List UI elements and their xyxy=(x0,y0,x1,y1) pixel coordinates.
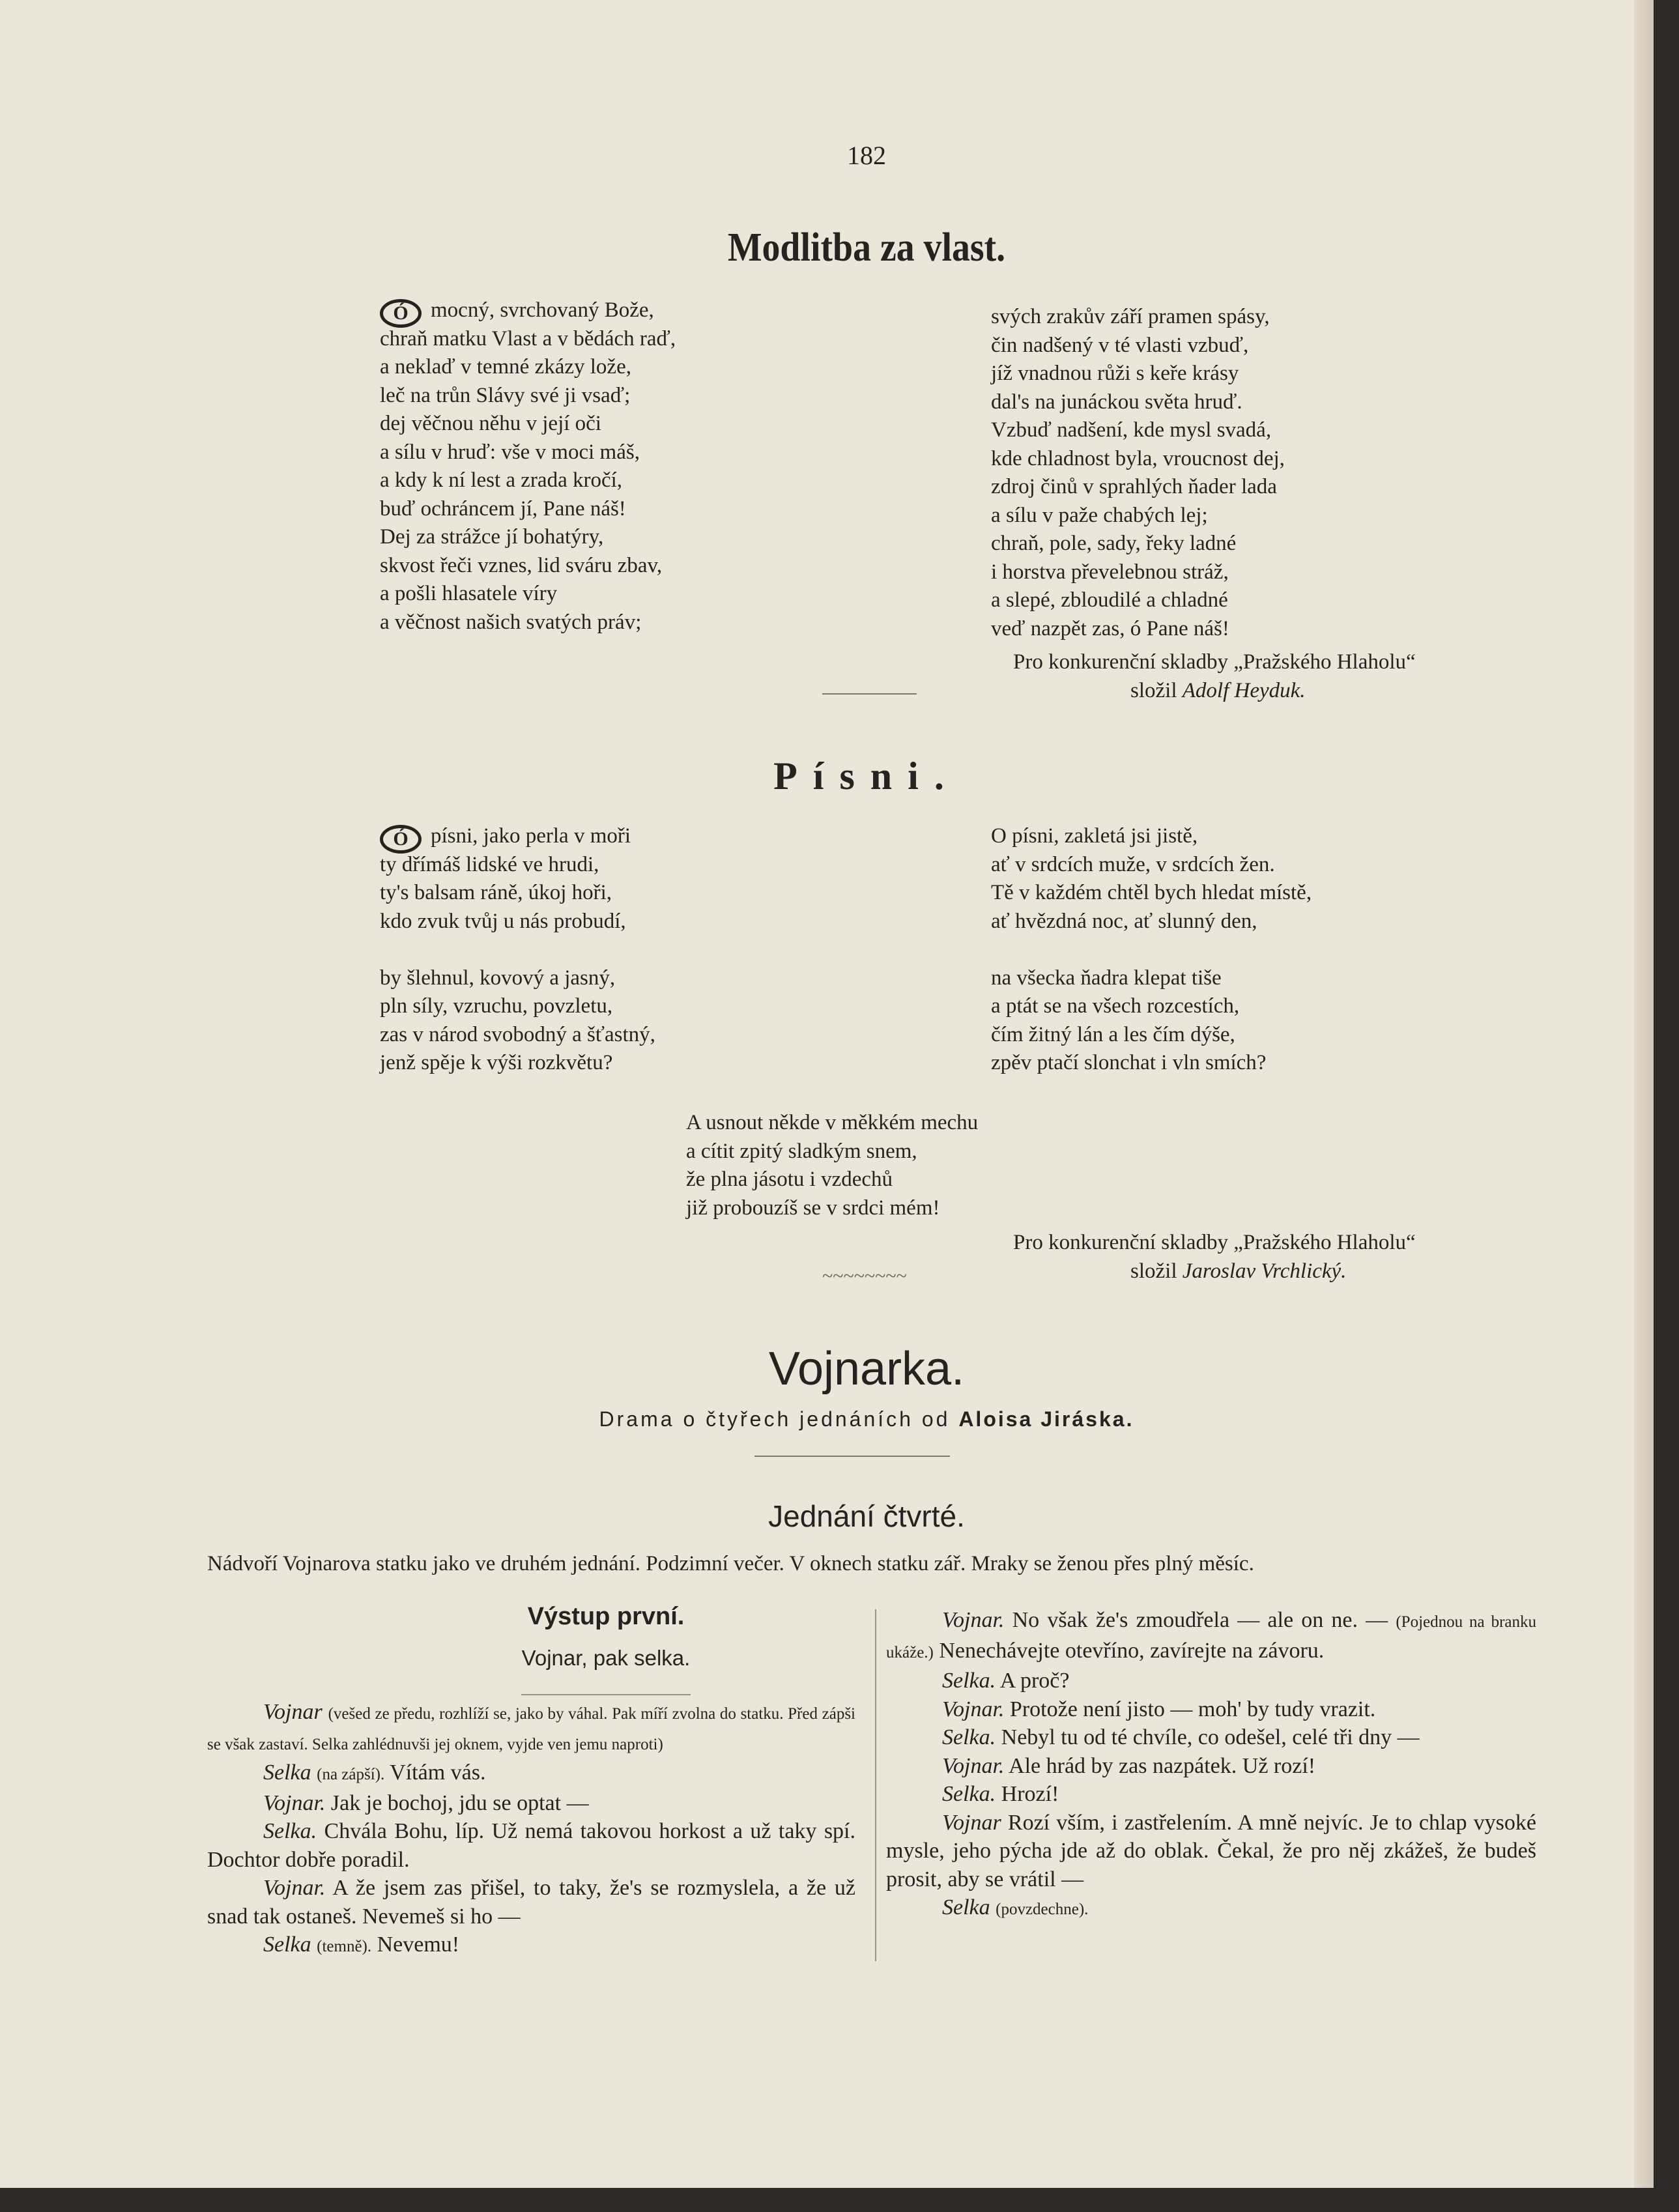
poem-line-text: a neklaď v temné zkázy lože, xyxy=(380,355,631,379)
speaker-name: Selka. xyxy=(942,1782,996,1806)
poem-line-text: a věčnost našich svatých práv; xyxy=(380,610,642,634)
dialogue-paragraph xyxy=(207,1789,855,1818)
speaker-name: Vojnar. xyxy=(942,1608,1005,1632)
dialogue-paragraph xyxy=(207,1817,855,1874)
dialogue-paragraph xyxy=(886,1606,1536,1667)
poem-line xyxy=(380,552,676,581)
poem-line xyxy=(991,1021,1312,1050)
poem-line-text: Tě v každém chtěl bych hledat místě, xyxy=(991,881,1312,904)
poem-line xyxy=(380,908,655,936)
poem-line xyxy=(380,1049,655,1078)
poem-line-text: a ptát se na všech rozcestích, xyxy=(991,994,1240,1018)
dialogue-paragraph xyxy=(886,1695,1536,1724)
stage-direction: (vešed ze předu, rozhlíží se, jako by váhal. Pak míří zvolna do statku. Před zápši se však zastaví. Selka zahlédnuvši jej oknem, vyjde ven jemu naproti) xyxy=(207,1705,856,1753)
speaker-name: Vojnar xyxy=(263,1700,323,1724)
stage-direction: (na zápší). xyxy=(317,1766,385,1783)
stanza-gap xyxy=(991,936,1312,964)
speaker-name: Vojnar. xyxy=(263,1876,326,1900)
poem-line xyxy=(991,964,1312,993)
poem-line-text: buď ochráncem jí, Pane náš! xyxy=(380,496,626,521)
poem1-divider xyxy=(822,693,917,695)
poem-line xyxy=(380,992,655,1021)
dialogue-text: A proč? xyxy=(999,1669,1070,1693)
poem-line-text: na všecka ňadra klepat tiše xyxy=(991,966,1222,990)
poem-line xyxy=(380,851,655,880)
poem-line-text: veď nazpět zas, ó Pane náš! xyxy=(991,616,1229,640)
poem-line xyxy=(991,615,1285,644)
stage-setting: Nádvoří Vojnarova statku jako ve druhém jednání. Podzimní večer. V oknech statku zář. Mraky se ženou přes plný měsíc. xyxy=(207,1552,1254,1575)
poem-line xyxy=(380,353,676,382)
poem-line-text: Vzbuď nadšení, kde mysl svadá, xyxy=(991,418,1272,442)
poem-line xyxy=(991,992,1312,1021)
dialogue-paragraph xyxy=(207,1759,855,1789)
poem-line xyxy=(991,303,1285,332)
poem1-credit xyxy=(1013,648,1416,705)
poem-line-text: by šlehnul, kovový a jasný, xyxy=(380,966,616,990)
poem-line-text: mocný, svrchovaný Bože, xyxy=(431,298,654,322)
poem-line-text: zpěv ptačí slonchat i vln smích? xyxy=(991,1051,1267,1074)
poem-line-text: ať hvězdná noc, ať slunný den, xyxy=(991,909,1257,933)
poem-line-text: čin nadšený v té vlasti vzbuď, xyxy=(991,333,1249,357)
dialogue-text: Chvála Bohu, líp. Už nemá takovou horkost a už taky spí. Dochtor dobře poradil. xyxy=(207,1819,855,1872)
poem-line xyxy=(991,851,1312,880)
scene-divider xyxy=(521,1694,691,1695)
dialogue-text: Vítám vás. xyxy=(390,1760,486,1785)
page-edge xyxy=(1634,0,1654,2188)
dialogue-text: Protože není jisto — moh' by tudy vrazit. xyxy=(1009,1697,1376,1721)
scene-heading: Výstup první. xyxy=(527,1603,685,1630)
poem1-credit-author: Adolf Heyduk. xyxy=(1182,678,1306,702)
poem-line xyxy=(380,822,655,851)
poem-line xyxy=(991,558,1285,587)
poem-line-text: chraň matku Vlast a v bědách raď, xyxy=(380,326,676,351)
poem-line xyxy=(991,473,1285,502)
poem-line-text: písni, jako perla v moři xyxy=(431,824,631,848)
poem-line-text: ať v srdcích muže, v srdcích žen. xyxy=(991,852,1275,876)
poem-line xyxy=(686,1166,978,1194)
poem-line-text: chraň, pole, sady, řeky ladné xyxy=(991,532,1237,555)
poem1-credit-prefix: složil xyxy=(1130,678,1177,702)
speaker-name: Selka. xyxy=(263,1819,317,1843)
speaker-name: Selka. xyxy=(942,1725,996,1749)
poem2-left-column xyxy=(380,822,655,1078)
poem1-right-column xyxy=(991,303,1285,643)
scene-cast: Vojnar, pak selka. xyxy=(521,1646,691,1670)
poem-line xyxy=(380,1021,655,1050)
poem1-left-column xyxy=(380,296,676,637)
poem-line-text: jenž spěje k výši rozkvětu? xyxy=(380,1051,613,1074)
poem-line xyxy=(991,416,1285,445)
dialogue-paragraph xyxy=(886,1893,1536,1924)
poem2-right-column xyxy=(991,822,1312,1078)
poem-line-text: jíž vnadnou růži s keře krásy xyxy=(991,362,1239,385)
poem-line-text: že plna jásotu i vzdechů xyxy=(686,1168,893,1191)
dialogue-text: Ale hrád by zas nazpátek. Už rozí! xyxy=(1009,1753,1316,1778)
poem-line xyxy=(991,530,1285,558)
poem-line xyxy=(991,586,1285,615)
poem2-center-stanza xyxy=(686,1109,978,1222)
poem-line xyxy=(686,1138,978,1166)
poem-line-text: O písni, zakletá jsi jistě, xyxy=(991,824,1198,848)
page-number: 182 xyxy=(847,141,886,170)
poem-line-text: čím žitný lán a les čím dýše, xyxy=(991,1022,1235,1046)
poem-line-text: a sílu v paže chabých lej; xyxy=(991,503,1208,527)
speaker-name: Selka xyxy=(942,1895,990,1919)
poem-line xyxy=(380,495,676,524)
dialogue-paragraph xyxy=(886,1780,1536,1809)
poem-line-text: a kdy k ní lest a zrada kročí, xyxy=(380,468,623,492)
drama-title: Vojnarka. xyxy=(768,1343,965,1395)
poem1-title: Modlitba za vlast. xyxy=(727,225,1006,270)
poem2-ornament: ~~~~~~~~ xyxy=(822,1265,907,1287)
poem-line-text: zdroj činů v sprahlých ňader lada xyxy=(991,475,1277,498)
poem2-credit xyxy=(1013,1229,1416,1286)
poem-line xyxy=(686,1109,978,1138)
poem-line xyxy=(380,879,655,908)
poem2-title: Písni. xyxy=(773,754,960,797)
poem-line-text: a sílu v hruď: vše v moci máš, xyxy=(380,440,640,464)
speaker-name: Vojnar. xyxy=(263,1790,326,1815)
poem-line-text: A usnout někde v měkkém mechu xyxy=(686,1111,979,1134)
dialogue-paragraph xyxy=(886,1809,1536,1894)
poem-line xyxy=(380,523,676,552)
dialogue-paragraph xyxy=(886,1723,1536,1752)
poem1-credit-line: Pro konkurenční skladby „Pražského Hlaholu“ xyxy=(1013,650,1416,674)
dialogue-text: Rozí vším, i zastřelením. A mně nejvíc. Je to chlap vysoké mysle, jeho pýcha jde až do oblak. Čekal, že pro něj zkážeš, že budeš prosit, aby se vrátil — xyxy=(886,1810,1536,1891)
poem-line xyxy=(380,325,676,354)
poem-line-text: dej věčnou něhu v její oči xyxy=(380,412,601,435)
speaker-name: Vojnar. xyxy=(942,1753,1005,1778)
dialogue-text: Nevemu! xyxy=(377,1932,460,1957)
stanza-gap xyxy=(380,936,655,964)
dialogue-paragraph xyxy=(886,1752,1536,1781)
poem-line xyxy=(991,445,1285,474)
poem-line xyxy=(380,410,676,438)
dropcap-initial: Ó xyxy=(380,825,422,854)
dialogue-text: Nebyl tu od té chvíle, co odešel, celé tři dny — xyxy=(1001,1725,1420,1749)
poem-line xyxy=(991,360,1285,388)
speaker-name: Vojnar. xyxy=(942,1697,1005,1721)
poem-line xyxy=(991,908,1312,936)
poem-line-text: a pošli hlasatele víry xyxy=(380,582,558,605)
poem-line-text: kdo zvuk tvůj u nás probudí, xyxy=(380,909,626,933)
poem-line-text: zas v národ svobodný a šťastný, xyxy=(380,1022,655,1046)
poem-line xyxy=(380,609,676,637)
dialogue-text: Jak je bochoj, jdu se optat — xyxy=(330,1790,589,1815)
poem-line xyxy=(380,382,676,410)
speaker-name: Selka. xyxy=(942,1669,996,1693)
poem-line-text: kde chladnost byla, vroucnost dej, xyxy=(991,446,1285,470)
poem2-credit-author: Jaroslav Vrchlický. xyxy=(1182,1259,1347,1283)
poem2-credit-line: Pro konkurenční skladby „Pražského Hlaholu“ xyxy=(1013,1231,1416,1254)
act-heading: Jednání čtvrté. xyxy=(768,1499,965,1533)
poem-line xyxy=(380,438,676,467)
poem-line xyxy=(991,388,1285,417)
poem-line-text: leč na trůn Slávy své ji vsaď; xyxy=(380,383,631,407)
poem-line-text: i horstva převelebnou stráž, xyxy=(991,560,1229,584)
poem-line-text: Dej za strážce jí bohatýry, xyxy=(380,525,604,549)
poem-line xyxy=(991,1049,1312,1078)
poem-line xyxy=(991,822,1312,851)
dialogue-paragraph xyxy=(207,1698,855,1759)
poem-line xyxy=(380,580,676,609)
poem-line-text: ty dřímáš lidské ve hrudi, xyxy=(380,852,599,876)
stage-direction: (temně). xyxy=(317,1938,372,1955)
dialogue-paragraph xyxy=(207,1931,855,1961)
stage-direction: (Pojednou na branku ukáže.) xyxy=(886,1613,1537,1661)
drama-subtitle-prefix: Drama o čtyřech jednáních od xyxy=(599,1407,951,1431)
poem-line-text: dal's na junáckou světa hruď. xyxy=(991,390,1242,414)
poem2-credit-prefix: složil xyxy=(1130,1259,1177,1283)
poem-line-text: již probouzíš se v srdci mém! xyxy=(686,1196,940,1220)
drama-left-column xyxy=(207,1698,855,1961)
poem-line xyxy=(686,1194,978,1223)
dropcap-initial: Ó xyxy=(380,299,422,328)
poem-line-text: ty's balsam ráně, úkoj hoři, xyxy=(380,881,612,904)
dialogue-text: A že jsem zas přišel, to taky, že's se rozmyslela, a že už snad tak ostaneš. Nevemeš si ho — xyxy=(207,1876,855,1929)
dialogue-paragraph xyxy=(207,1874,855,1931)
dialogue-text: No však že's zmoudřela — ale on ne. — xyxy=(1012,1608,1388,1632)
drama-right-column xyxy=(886,1606,1536,1924)
dialogue-text: Nenechávejte otevříno, zavírejte na závoru. xyxy=(939,1638,1325,1663)
poem-line-text: svých zrakův září pramen spásy, xyxy=(991,305,1270,328)
poem-line-text: skvost řeči vznes, lid sváru zbav, xyxy=(380,553,663,577)
poem-line xyxy=(380,296,676,325)
poem-line-text: pln síly, vzruchu, povzletu, xyxy=(380,994,613,1018)
dialogue-paragraph xyxy=(886,1667,1536,1695)
drama-subtitle-author: Aloisa Jiráska. xyxy=(958,1407,1134,1431)
poem-line xyxy=(991,879,1312,908)
poem-line xyxy=(380,467,676,495)
poem-line xyxy=(991,332,1285,360)
speaker-name: Selka xyxy=(263,1760,311,1785)
poem-line xyxy=(380,964,655,993)
poem-line xyxy=(991,502,1285,530)
poem-line-text: a slepé, zbloudilé a chladné xyxy=(991,588,1228,612)
poem-line-text: a cítit zpitý sladkým snem, xyxy=(686,1139,917,1163)
speaker-name: Selka xyxy=(263,1932,311,1957)
speaker-name: Vojnar xyxy=(942,1810,1001,1835)
drama-subtitle xyxy=(0,1407,1679,1431)
dialogue-text: Hrozí! xyxy=(1001,1782,1059,1806)
drama-divider xyxy=(754,1456,950,1457)
column-divider xyxy=(875,1609,876,1961)
stage-direction: (povzdechne). xyxy=(996,1901,1089,1918)
